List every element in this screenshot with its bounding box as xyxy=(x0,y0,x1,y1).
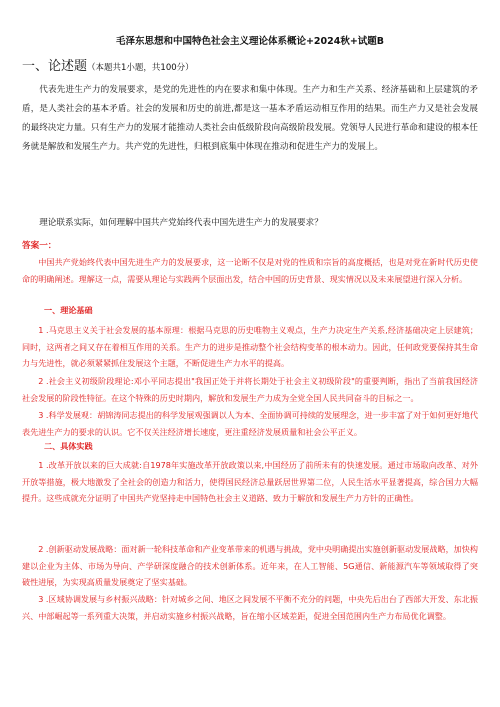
part2-item-2: 2 .创新驱动发展战略：面对新一轮科技革命和产业变革带来的机遇与挑战，党中央明确提出实施创新驱动发展战略，加快构建以企业为主体、市场为导向、产学研深度融合的技术创新体系。近年来，在人工智能、5G通信、新能源汽车等领域取得了突破性进展，为实现高质量发展奠定了坚实基础。 xyxy=(22,544,478,588)
part1-item-2: 2 .社会主义初级阶段理论:邓小平同志提出"我国正处于并将长期处于社会主义初级阶段"的重要判断，指出了当前我国经济社会发展的阶段性特征。在这个特殊的历史时期内，解放和发展生产力成为全党全国人民共同奋斗的目标之一。 xyxy=(22,376,478,403)
part2-item-1: 1 .改革开放以来的巨大成就:自1978年实施改革开放政策以来,中国经历了前所未有的快速发展。通过市场取向改革、对外开放等措施，极大地激发了全社会的创造力和活力，使得国民经济总量跃居世界第二位，人民生活水平显著提高，综合国力大幅提升。这些成就充分证明了中国共产党坚持走中国特色社会主义道路、致力于解放和发展生产力方针的正确性。 xyxy=(22,460,478,504)
part2-item-3: 3 .区域协调发展与乡村振兴战略：针对城乡之间、地区之间发展不平衡不充分的问题，中央先后出台了西部大开发、东北振兴、中部崛起等一系列重大决策，并启动实施乡村振兴战略，旨在缩小区域差距，促进全国范围内生产力布局优化调整。 xyxy=(22,594,478,621)
part1-item-3: 3 .科学发展观：胡锦涛同志提出的科学发展观强调以人为本、全面协调可持续的发展理念，进一步丰富了对于如何更好地代表先进生产力的要求的认识。它不仅关注经济增长速度，更注重经济发展质量和社会公平正义。 xyxy=(22,410,478,437)
section-heading xyxy=(22,55,194,74)
document-title: 毛泽东思想和中国特色社会主义理论体系概论+2024秋+试题B xyxy=(115,36,385,47)
part2-heading: 二、具体实践 xyxy=(44,441,93,451)
part1-heading: 一、理论基础 xyxy=(44,305,93,315)
question-intro: 代表先进生产力的发展要求，是党的先进性的内在要求和集中体现。生产力和生产关系、经济基础和上层建筑的矛盾，是人类社会的基本矛盾。社会的发展和历史的前进,都是这一基本矛盾运动相互作用的结果。而生产力又是社会发展的最终决定力量。只有生产力的发展才能推动人类社会由低级阶段向高级阶段发展。党领导人民进行革命和建设的根本任务就是解放和发展生产力。共产党的先进性，归根到底集中体现在推动和促进生产力的发展上。 xyxy=(22,85,478,152)
answer-label: 答案一： xyxy=(22,241,57,251)
section-note: （本题共1小题，共100分） xyxy=(87,63,194,73)
part1-item-1: 1 .马克思主义关于社会发展的基本原理：根据马克思的历史唯物主义观点，生产力决定生产关系,经济基础决定上层建筑；同时，这两者之间又存在着相互作用的关系。生产力的进步是推动整个社会结构变革的根本动力。因此，任何政党要保持其生命力与先进性，就必须紧紧抓住发展这个主题，不断促进生产力水平的提高。 xyxy=(22,325,478,369)
question-prompt: 理论联系实际，如何理解中国共产党始终代表中国先进生产力的发展要求？ xyxy=(39,218,323,228)
answer-intro: 中国共产党始终代表中国先进生产力的发展要求，这一论断不仅是对党的性质和宗旨的高度概括，也是对党在新时代历史使命的明确阐述。理解这一点，需要从理论与实践两个层面出发，结合中国的历史背景、现实情况以及未来展望进行深入分析。 xyxy=(22,257,478,284)
section-number-title: 一、论述题 xyxy=(22,59,88,74)
